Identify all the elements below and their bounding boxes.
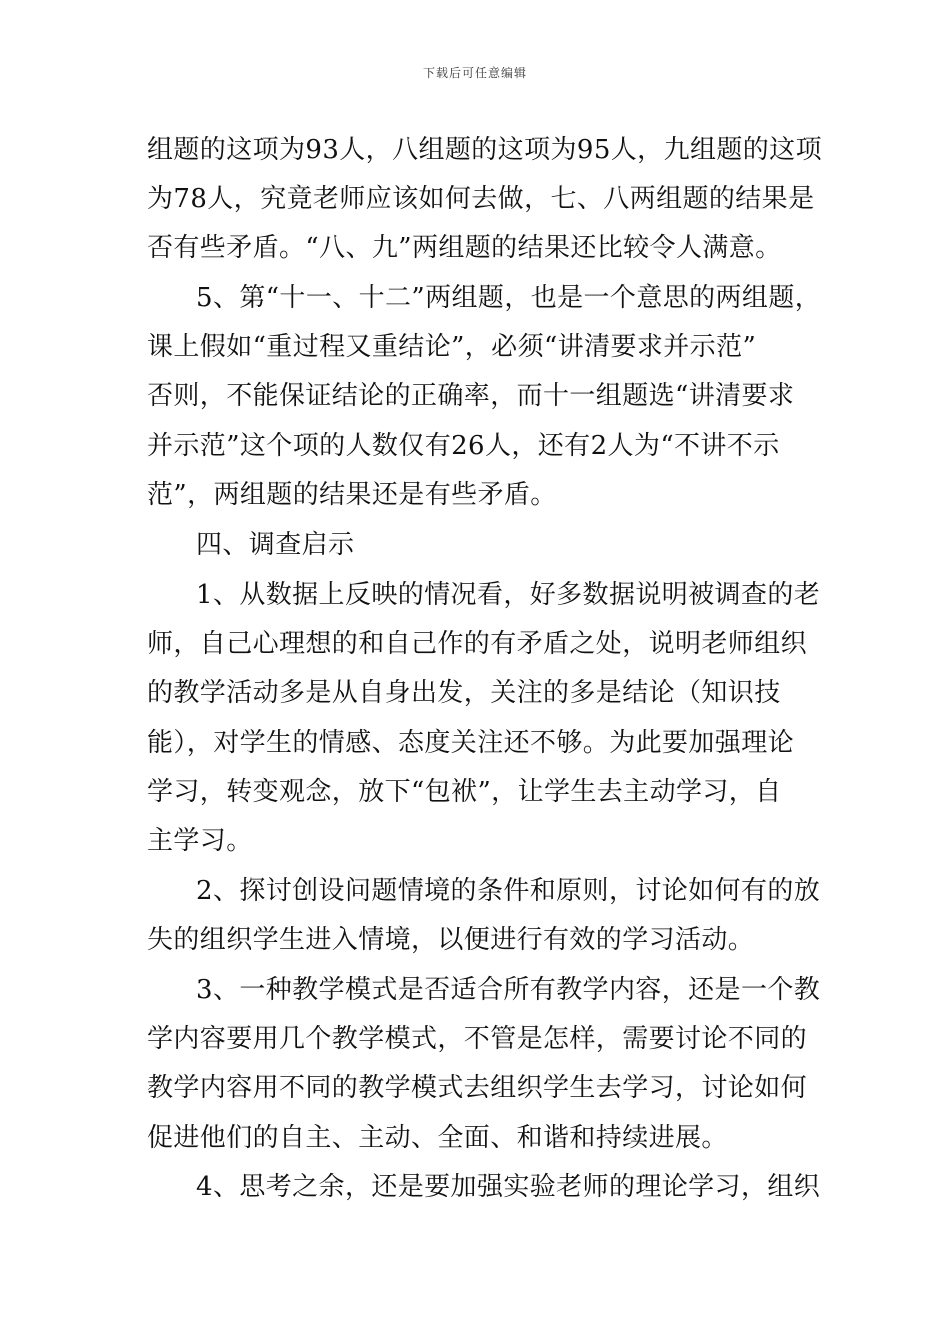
- text-line: 否有些矛盾。“八、九”两组题的结果还比较令人满意。: [147, 233, 782, 263]
- text-line: 教学内容用不同的教学模式去组织学生去学习，讨论如何: [147, 1073, 808, 1103]
- text-line: 学习，转变观念，放下“包袱”，让学生去主动学习，自: [147, 777, 782, 807]
- text-line: 并示范”这个项的人数仅有26人，还有2人为“不讲不示: [147, 431, 780, 461]
- paragraph-first-line: 3、一种教学模式是否适合所有教学内容，还是一个教: [196, 975, 821, 1005]
- text-line: 为78人，究竟老师应该如何去做，七、八两组题的结果是: [147, 184, 815, 214]
- text-line: 师，自己心理想的和自己作的有矛盾之处，说明老师组织: [147, 629, 808, 659]
- text-line: 促进他们的自主、主动、全面、和谐和持续进展。: [147, 1123, 728, 1153]
- text-line: 范”，两组题的结果还是有些矛盾。: [147, 480, 557, 510]
- paragraph-first-line: 1、从数据上反映的情况看，好多数据说明被调查的老: [196, 580, 821, 610]
- paragraph-first-line: 5、第“十一、十二”两组题，也是一个意思的两组题，: [196, 283, 822, 313]
- text-line: 能），对学生的情感、态度关注还不够。为此要加强理论: [147, 728, 795, 758]
- section-heading: 四、调查启示: [196, 530, 355, 560]
- text-line: 组题的这项为93人，八组题的这项为95人，九组题的这项: [147, 135, 822, 165]
- paragraph-first-line: 4、思考之余，还是要加强实验老师的理论学习，组织: [196, 1172, 821, 1202]
- text-line: 学内容要用几个教学模式，不管是怎样，需要讨论不同的: [147, 1024, 808, 1054]
- page-header: 下载后可任意编辑: [422, 66, 527, 80]
- text-line: 否则，不能保证结论的正确率，而十一组题选“讲清要求: [147, 381, 795, 411]
- paragraph-first-line: 2、探讨创设问题情境的条件和原则，讨论如何有的放: [196, 876, 821, 906]
- text-line: 课上假如“重过程又重结论”，必须“讲清要求并示范”: [147, 332, 757, 362]
- text-line: 的教学活动多是从自身出发，关注的多是结论（知识技: [147, 678, 781, 708]
- text-line: 失的组织学生进入情境，以便进行有效的学习活动。: [147, 925, 755, 955]
- text-line: 主学习。: [147, 826, 253, 856]
